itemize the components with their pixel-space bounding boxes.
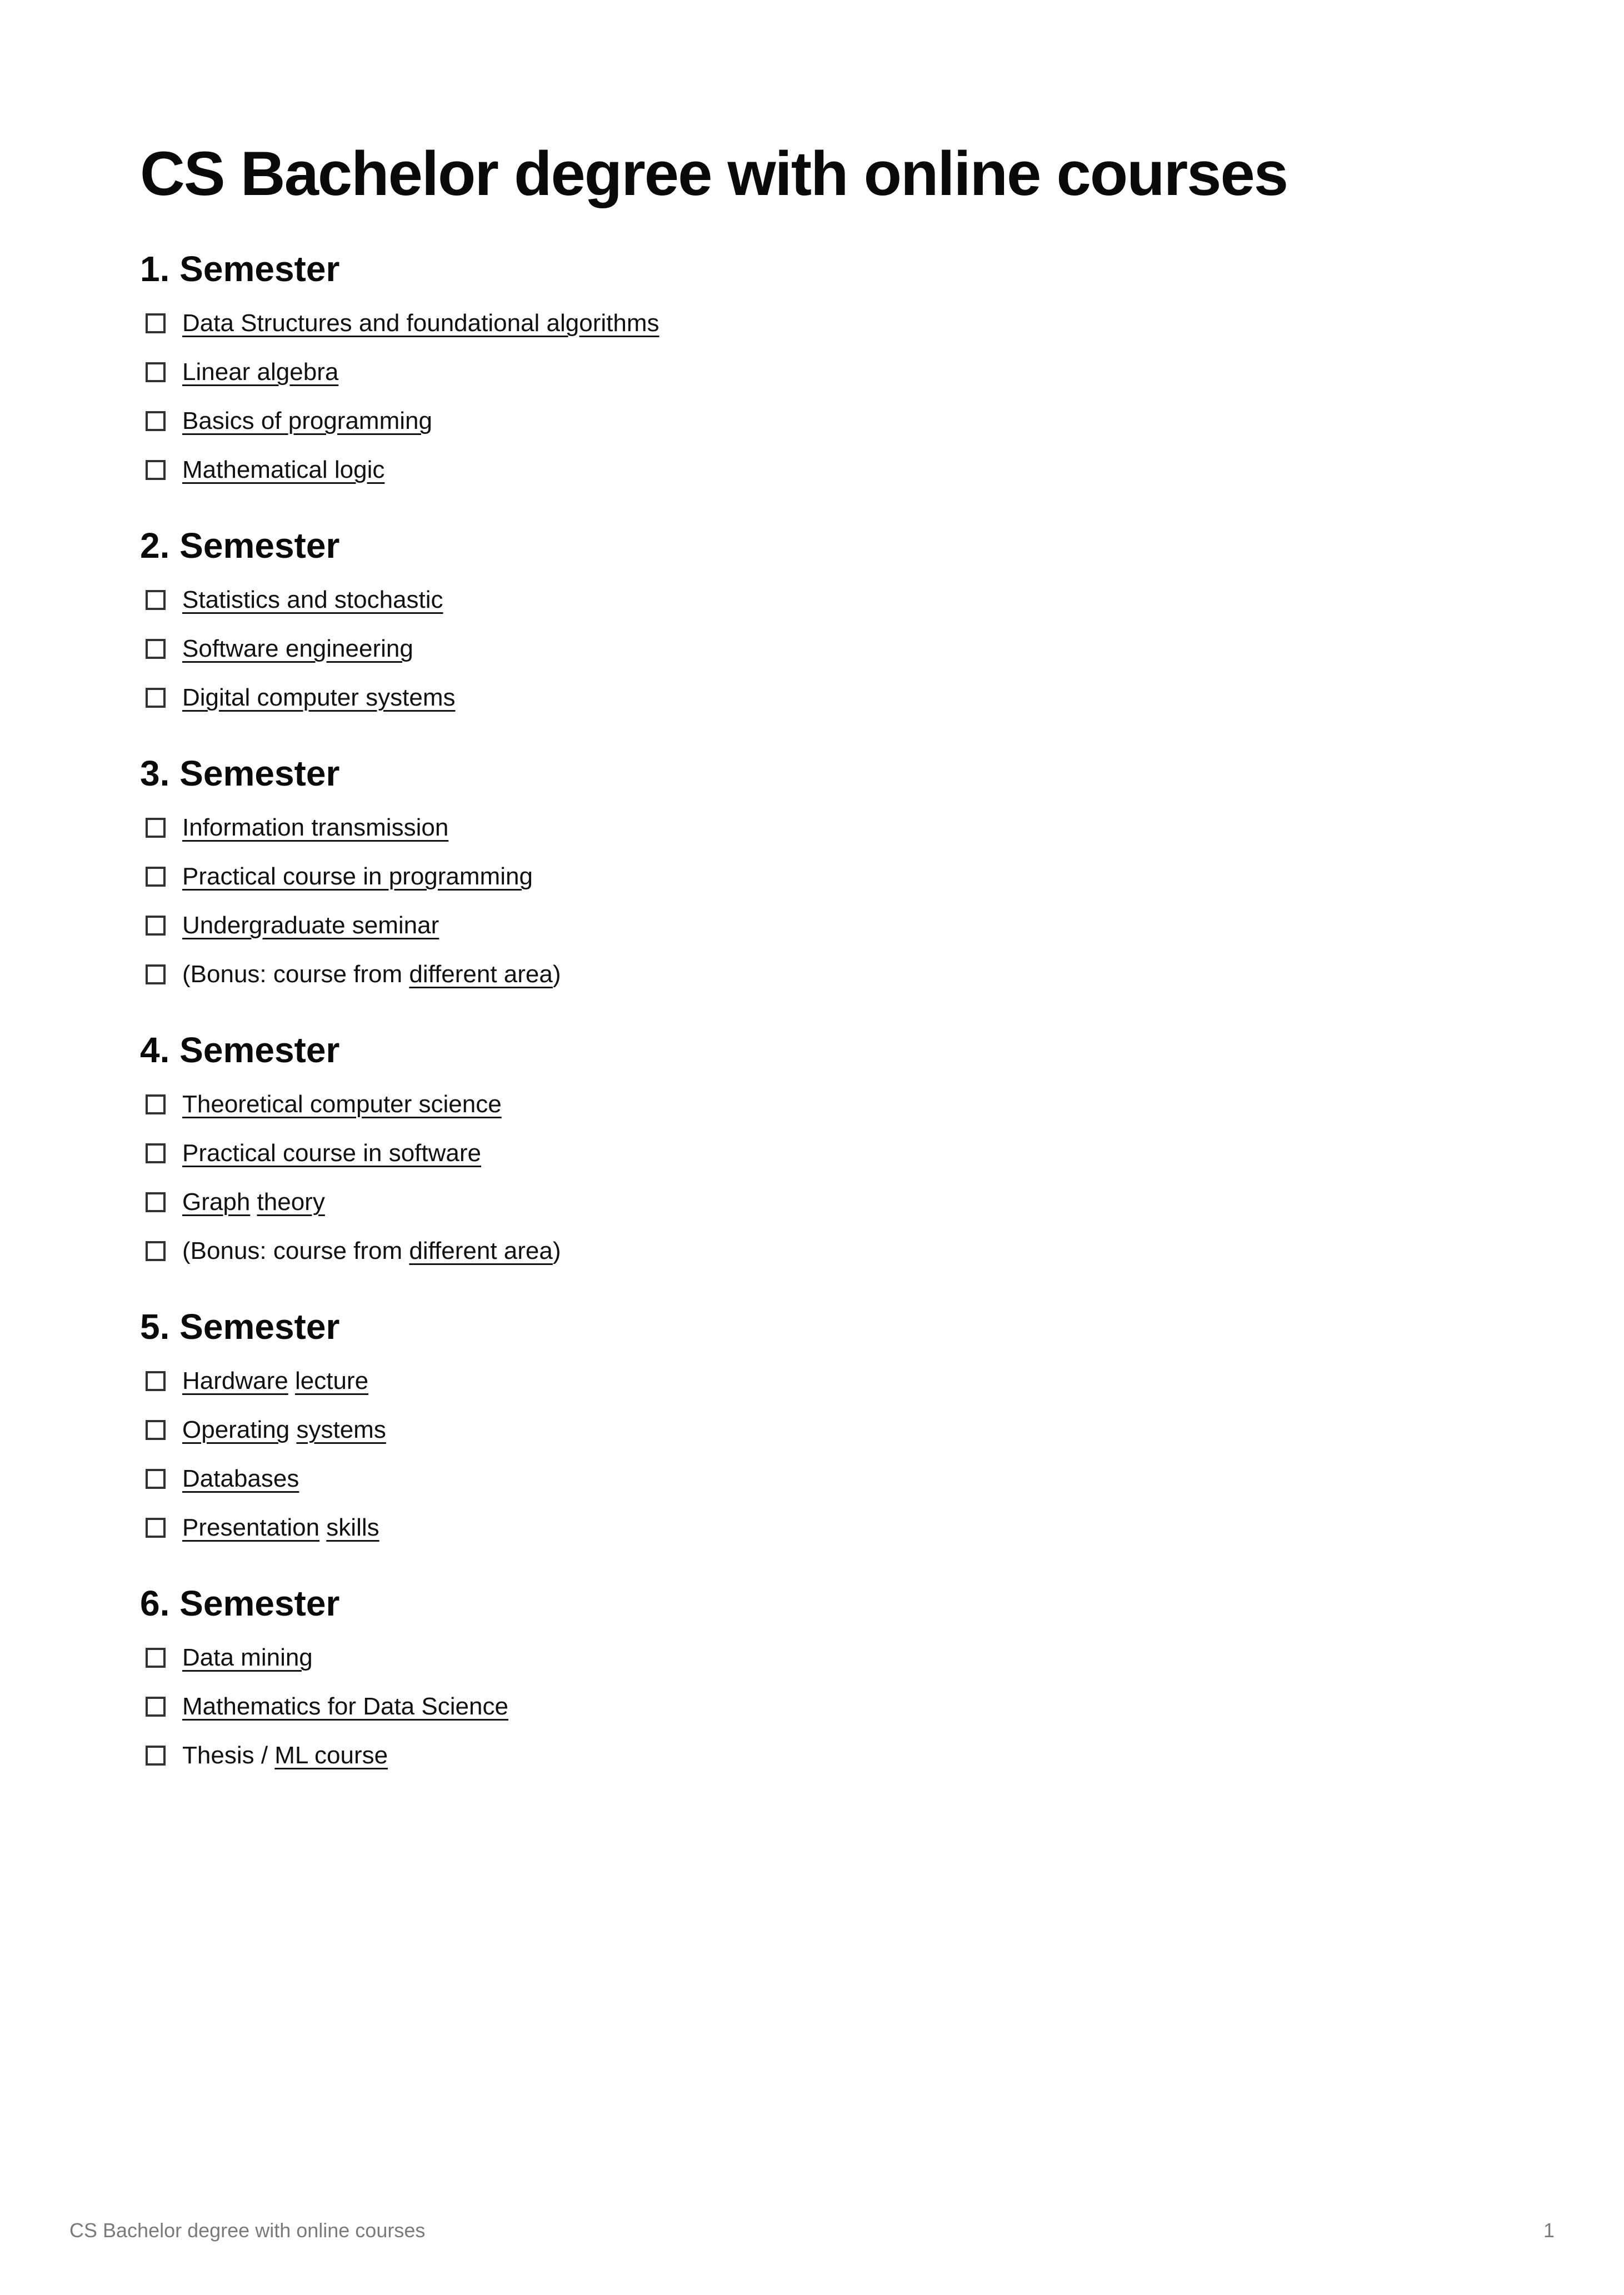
course-link[interactable]: theory [257,1188,325,1216]
course-item [140,1080,1485,1129]
page-number: 1 [1543,2219,1555,2242]
unchecked-checkbox-icon[interactable] [146,688,166,708]
unchecked-checkbox-icon[interactable] [146,867,166,887]
course-text: ) [552,1237,561,1264]
course-item [140,950,1485,999]
course-link[interactable]: Hardware [182,1367,288,1394]
unchecked-checkbox-icon[interactable] [146,313,166,333]
course-text [288,1367,295,1394]
course-item [140,1178,1485,1227]
semester-section [140,523,1485,722]
course-link[interactable]: Practical course in programming [182,863,533,890]
semester-heading: 1. Semester [140,249,340,289]
course-label [182,1227,561,1276]
course-item [140,1406,1485,1454]
course-item [140,1357,1485,1406]
course-label [182,1406,386,1454]
course-label [182,1080,502,1129]
course-item [140,1503,1485,1552]
course-item [140,901,1485,950]
unchecked-checkbox-icon[interactable] [146,1697,166,1717]
course-item [140,446,1485,494]
course-link[interactable]: ML course [274,1742,388,1769]
course-text [319,1514,326,1541]
course-label [182,348,338,397]
course-item [140,1454,1485,1503]
unchecked-checkbox-icon[interactable] [146,964,166,984]
course-text: (Bonus: course from [182,961,409,988]
semester-section [140,751,1485,999]
course-link[interactable]: systems [296,1416,386,1443]
course-link[interactable]: Undergraduate seminar [182,912,439,939]
course-item [140,1731,1485,1780]
semester-heading: 4. Semester [140,1030,340,1070]
course-link[interactable]: Mathematical logic [182,456,385,483]
course-label [182,901,439,950]
course-link[interactable]: Practical course in software [182,1139,481,1167]
semester-section [140,247,1485,494]
unchecked-checkbox-icon[interactable] [146,1094,166,1114]
course-link[interactable]: Digital computer systems [182,684,456,711]
course-item [140,397,1485,446]
course-label [182,1454,299,1503]
course-label [182,1682,508,1731]
semester-heading: 3. Semester [140,753,340,793]
course-item [140,673,1485,722]
semester-heading: 6. Semester [140,1583,340,1623]
course-link[interactable]: Information transmission [182,814,449,841]
semester-heading: 5. Semester [140,1307,340,1347]
course-link[interactable]: Databases [182,1465,299,1492]
course-link[interactable]: Software engineering [182,635,413,662]
course-link[interactable]: Data mining [182,1644,313,1671]
course-link[interactable]: Graph [182,1188,251,1216]
unchecked-checkbox-icon[interactable] [146,590,166,610]
unchecked-checkbox-icon[interactable] [146,362,166,382]
course-label [182,397,432,446]
course-link[interactable]: Data Structures and foundational algorithms [182,309,659,337]
course-label [182,624,413,673]
unchecked-checkbox-icon[interactable] [146,639,166,659]
unchecked-checkbox-icon[interactable] [146,460,166,480]
semester-section [140,1304,1485,1552]
course-link[interactable]: lecture [294,1367,369,1394]
course-text [289,1416,296,1443]
unchecked-checkbox-icon[interactable] [146,1518,166,1538]
semester-heading: 2. Semester [140,526,340,566]
course-label [182,673,455,722]
course-label [182,1178,325,1227]
course-item [140,348,1485,397]
course-link[interactable]: different area [409,1237,553,1264]
course-label [182,1731,388,1780]
course-link[interactable]: Linear algebra [182,358,339,386]
course-link[interactable]: skills [326,1514,379,1541]
course-item [140,624,1485,673]
unchecked-checkbox-icon[interactable] [146,411,166,431]
course-label [182,803,448,852]
course-label [182,1503,379,1552]
page-footer [69,2219,1555,2242]
unchecked-checkbox-icon[interactable] [146,1469,166,1489]
unchecked-checkbox-icon[interactable] [146,1746,166,1766]
unchecked-checkbox-icon[interactable] [146,916,166,936]
unchecked-checkbox-icon[interactable] [146,1192,166,1212]
course-item [140,1682,1485,1731]
course-label [182,852,533,901]
page-title: CS Bachelor degree with online courses [140,139,1288,208]
course-label [182,950,561,999]
course-item [140,1129,1485,1178]
course-item [140,299,1485,348]
course-item [140,576,1485,624]
course-label [182,1129,481,1178]
course-text: Thesis / [182,1742,275,1769]
course-item [140,1227,1485,1276]
course-label [182,1357,368,1406]
course-text [250,1188,257,1216]
course-text: (Bonus: course from [182,1237,409,1264]
course-label [182,299,659,348]
course-link[interactable]: Mathematics for Data Science [182,1693,508,1720]
semester-section [140,1028,1485,1276]
course-item [140,852,1485,901]
unchecked-checkbox-icon[interactable] [146,1420,166,1440]
footer-title: CS Bachelor degree with online courses [69,2219,426,2242]
unchecked-checkbox-icon[interactable] [146,1371,166,1391]
unchecked-checkbox-icon[interactable] [146,818,166,838]
document-content [140,138,1485,1809]
unchecked-checkbox-icon[interactable] [146,1143,166,1163]
course-link[interactable]: Theoretical computer science [182,1091,502,1118]
course-label [182,1633,313,1682]
course-link[interactable]: Operating [182,1416,290,1443]
course-link[interactable]: Statistics and stochastic [182,586,443,613]
course-link[interactable]: different area [409,961,553,988]
course-text: ) [552,961,561,988]
semester-list [140,247,1485,1780]
course-link[interactable]: Presentation [182,1514,320,1541]
unchecked-checkbox-icon[interactable] [146,1241,166,1261]
course-item [140,1633,1485,1682]
unchecked-checkbox-icon[interactable] [146,1648,166,1668]
course-item [140,803,1485,852]
semester-section [140,1581,1485,1780]
course-label [182,446,384,494]
course-label [182,576,443,624]
course-link[interactable]: Basics of programming [182,407,432,434]
